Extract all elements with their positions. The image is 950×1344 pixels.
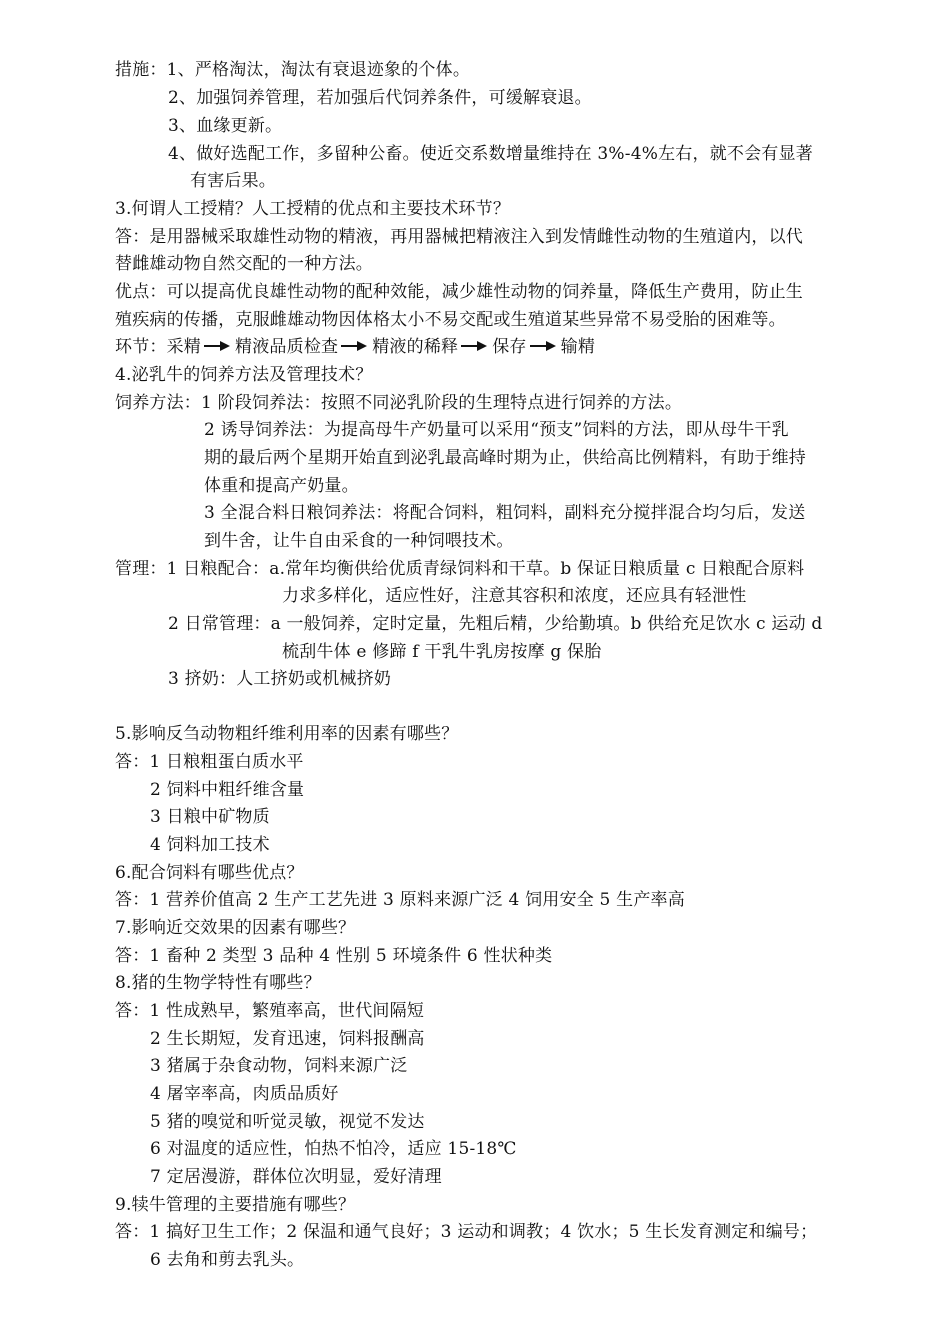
- step-storage: 保存: [492, 337, 527, 357]
- q7-question: 7.影响近交效果的因素有哪些？: [115, 918, 356, 938]
- feeding-label: 饲养方法：: [115, 393, 201, 413]
- measures-line-3: 3、血缘更新。: [168, 116, 283, 136]
- right-arrow-icon: [460, 339, 488, 353]
- q3-advantages-line-2: 殖疾病的传播，克服雌雄动物因体格太小不易交配或生殖道某些异常不易受胎的困难等。: [115, 310, 786, 330]
- q6-answer: 答：1 营养价值高 2 生产工艺先进 3 原料来源广泛 4 饲用安全 5 生产率高: [115, 890, 685, 910]
- q4-question: 4.泌乳牛的饲养方法及管理技术？: [115, 365, 373, 385]
- q3-steps-line: [115, 336, 595, 358]
- step-insemination: 输精: [560, 337, 596, 357]
- q9-question: 9.犊牛管理的主要措施有哪些？: [115, 1195, 356, 1215]
- step-quality-check: 精液品质检查: [235, 337, 339, 357]
- q6-question: 6.配合饲料有哪些优点？: [115, 863, 304, 883]
- q5-answer-1: 答：1 日粮粗蛋白质水平: [115, 752, 304, 772]
- q5-answer-3: 3 日粮中矿物质: [150, 807, 270, 827]
- q4-feeding-line-5: 3 全混合料日粮饲养法：将配合饲料，粗饲料，副料充分搅拌混合均匀后，发送: [204, 503, 806, 523]
- q9-answer-line-1: 答：1 搞好卫生工作；2 保温和通气良好；3 运动和调教；4 饮水；5 生长发育测定和编号；: [115, 1222, 818, 1242]
- measures-line-5: 有害后果。: [190, 171, 276, 191]
- right-arrow-icon: [529, 339, 557, 353]
- q5-question: 5.影响反刍动物粗纤维利用率的因素有哪些？: [115, 724, 459, 744]
- q5-answer-2: 2 饲料中粗纤维含量: [150, 780, 305, 800]
- q4-feeding-line-1: 饲养方法：1 阶段饲养法：按照不同泌乳阶段的生理特点进行饲养的方法。: [115, 393, 683, 413]
- q8-answer-5: 5 猪的嗅觉和听觉灵敏，视觉不发达: [150, 1112, 425, 1132]
- step-collect: 采精: [166, 337, 202, 357]
- q4-management-line-3: 2 日常管理：a 一般饲养，定时定量，先粗后精，少给勤填。b 供给充足饮水 c 运动 d: [168, 614, 823, 634]
- q8-answer-4: 4 屠宰率高，肉质品质好: [150, 1084, 339, 1104]
- right-arrow-icon: [340, 339, 368, 353]
- measures-line-1: 措施：1、严格淘汰，淘汰有衰退迹象的个体。: [115, 60, 471, 80]
- q8-answer-7: 7 定居漫游，群体位次明显，爱好清理: [150, 1167, 442, 1187]
- q4-feeding-line-3: 期的最后两个星期开始直到泌乳最高峰时期为止，供给高比例精料，有助于维持: [204, 448, 806, 468]
- q8-answer-6: 6 对温度的适应性，怕热不怕冷，适应 15-18℃: [150, 1139, 517, 1159]
- q4-management-line-5: 3 挤奶：人工挤奶或机械挤奶: [168, 669, 392, 689]
- measures-label: 措施：: [115, 60, 167, 80]
- q3-answer-line-1: 答：是用器械采取雄性动物的精液，再用器械把精液注入到发情雌性动物的生殖道内，以代: [115, 227, 803, 247]
- q8-answer-2: 2 生长期短，发育迅速，饲料报酬高: [150, 1029, 425, 1049]
- q4-management-line-2: 力求多样化，适应性好，注意其容积和浓度，还应具有轻泄性: [282, 586, 747, 606]
- q4-management-line-4: 梳刮牛体 e 修蹄 f 干乳牛乳房按摩 g 保胎: [282, 642, 602, 662]
- q8-answer-1: 答：1 性成熟早，繁殖率高，世代间隔短: [115, 1001, 425, 1021]
- q9-answer-line-2: 6 去角和剪去乳头。: [150, 1250, 305, 1270]
- q4-feeding-line-6: 到牛舍，让牛自由采食的一种饲喂技术。: [204, 531, 514, 551]
- q3-question: 3.何谓人工授精？人工授精的优点和主要技术环节？: [115, 199, 511, 219]
- q8-answer-3: 3 猪属于杂食动物，饲料来源广泛: [150, 1056, 408, 1076]
- step-dilution: 精液的稀释: [372, 337, 459, 357]
- q5-answer-4: 4 饲料加工技术: [150, 835, 270, 855]
- q3-advantages-line-1: 优点：可以提高优良雄性动物的配种效能，减少雄性动物的饲养量，降低生产费用，防止生: [115, 282, 803, 302]
- q3-answer-line-2: 替雌雄动物自然交配的一种方法。: [115, 254, 373, 274]
- right-arrow-icon: [203, 339, 231, 353]
- q4-management-line-1: 管理：1 日粮配合：a.常年均衡供给优质青绿饲料和干草。b 保证日粮质量 c 日粮配合原料: [115, 559, 805, 579]
- measures-line-2: 2、加强饲养管理，若加强后代饲养条件，可缓解衰退。: [168, 88, 592, 108]
- management-label: 管理：: [115, 559, 167, 579]
- q7-answer: 答：1 畜种 2 类型 3 品种 4 性别 5 环境条件 6 性状种类: [115, 946, 553, 966]
- q4-feeding-line-4: 体重和提高产奶量。: [204, 476, 359, 496]
- q4-feeding-line-2: 2 诱导饲养法：为提高母牛产奶量可以采用“预支”饲料的方法，即从母牛干乳: [204, 420, 789, 440]
- q8-question: 8.猪的生物学特性有哪些？: [115, 973, 321, 993]
- measures-line-4: 4、做好选配工作，多留种公畜。使近交系数增量维持在 3%-4%左右，就不会有显著: [168, 144, 813, 164]
- q3-steps-label: 环节：: [115, 337, 167, 357]
